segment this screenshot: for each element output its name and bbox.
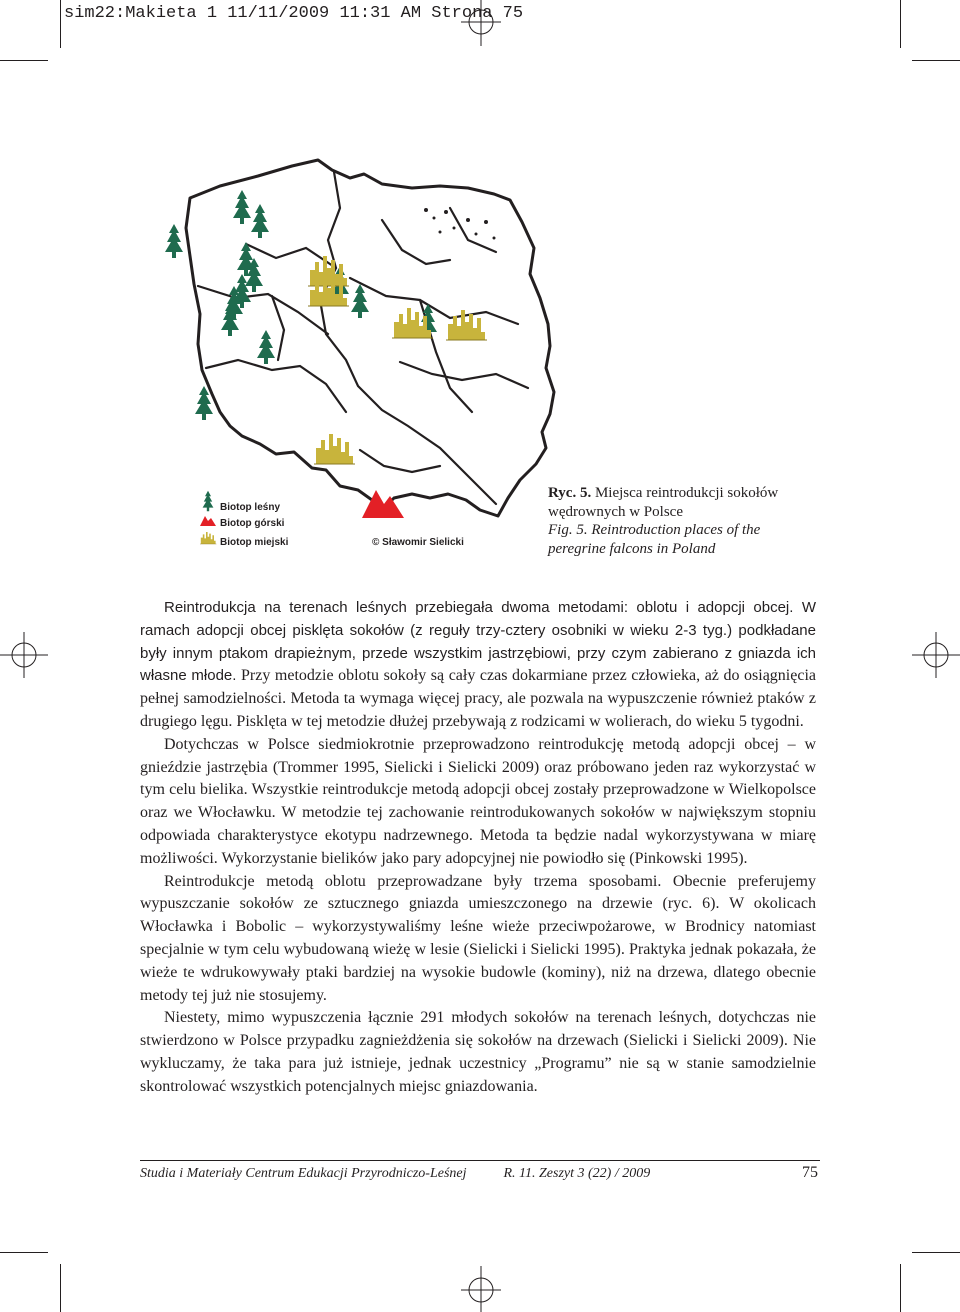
paragraph-1 [140,597,816,734]
page-number: 75 [802,1164,818,1181]
mountain-icon [362,490,404,518]
tree-icon [257,330,275,364]
paragraph-4: Niestety, mimo wypuszczenia łącznie 291 młodych sokołów na terenach leśnych, dotychczas nie stwierdzono w Polsce przypadku zagnieżdżenia się sokołów na drzewach (Sielicki i Sielicki 2009). Nie wykluczamy, że taka para już istnieje, jednak uczestnicy „Programu” nie są w stanie samodzielnie skontrolować wszystkich potencjalnych miejsc gniazdowania. [140,1009,816,1095]
legend-mountain-label: Biotop górski [220,518,285,529]
paragraph-1-serif-part: Przy metodzie oblotu sokoły są cały czas dokarmiane przez człowieka, aż do osiągnięcia pełnej samodzielności. Metoda ta wymaga więcej pracy, ale pozwala na wypuszczenie również ptaków z drugiego lęgu. Pisklęta w tej metodzie dłużej przebywają z rodzicami w wolierach, do wieku 5 tygodni. [140,667,816,730]
caption-polish-label: Ryc. 5. [548,485,592,501]
figure-caption [548,484,818,558]
crop-mark-top-left [60,0,61,48]
city-icon [308,256,349,286]
crop-mark-bottom-right-h [912,1252,960,1253]
tree-icon [233,190,251,224]
caption-english-label: Fig. 5. [548,522,588,538]
caption-english-text: Reintroduction places of the peregrine falcons in Poland [548,522,761,557]
paragraph-3: Reintrodukcje metodą oblotu przeprowadzane były trzema sposobami. Obecnie preferujemy wypuszczanie sokołów ze sztucznego gniazda umieszczonego na drzewie (ryc. 6). W okolicach Włocławka i Bobolic – wykorzystywaliśmy leśne wieże przeciwpożarowe, w Brodnicy natomiast specjalnie w tym celu wybudowaną wieżę w lesie (Sielicki i Sielicki 1995). Praktyka jednak pokazała, że wieże te wdrukowywały ptaki bardziej na wysokie budowle (kominy), niż na drzewa, dlatego obecnie metody tej już nie stosujemy. [140,872,816,1004]
map-credit: © Sławomir Sielicki [372,537,464,548]
crop-mark-bottom-right [900,1264,901,1312]
crop-mark-top-left-h [0,60,48,61]
paragraph-2: Dotychczas w Polsce siedmiokrotnie przeprowadzono reintrodukcję metodą adopcji obcej – w gnieździe jastrzębia (Trommer 1995, Sielicki i Sielicki 2009) oraz próbowano jeden raz wykorzystać w tym celu bielika. Wszystkie reintrodukcje metodą adopcji obcej zostały przeprowadzone w Wielkopolsce oraz we Włocławku. W metodzie tej zachowanie reintrodukowanych sokołów w największym stopniu odpowiada charakterystyce ekotypu nadrzewnego. Metoda ta będzie nadal wykorzystywana w miarę możliwości. Wykorzystanie bielików jako pary adopcyjnej nie powiodło się (Pinkowski 1995). [140,735,816,867]
forest-sites [165,190,437,420]
registration-mark-left [0,630,48,680]
footer-volume: R. 11. Zeszyt 3 (22) / 2009 [503,1166,651,1181]
print-slug: sim22:Makieta 1 11/11/2009 11:31 AM Strona 75 [64,4,524,23]
running-footer [140,1166,650,1182]
tree-icon [351,284,369,318]
registration-mark-right [912,630,960,680]
crop-mark-top-right [900,0,901,48]
map-legend [200,491,289,548]
poland-map-figure [150,148,570,563]
legend-mountain-icon [200,516,216,526]
caption-english [548,521,818,558]
legend-city-icon [200,532,216,544]
footer-journal: Studia i Materiały Centrum Edukacji Przyrodniczo-Leśnej [140,1166,467,1181]
urban-sites [308,256,487,464]
legend-urban-label: Biotop miejski [220,537,289,548]
legend-forest-label: Biotop leśny [220,502,281,513]
article-body [140,597,816,1099]
caption-polish [548,484,818,521]
crop-mark-top-right-h [912,60,960,61]
tree-icon [165,224,183,258]
tree-icon [251,204,269,238]
caption-polish-text: Miejsca reintrodukcji sokołów wędrownych w Polsce [548,485,779,520]
legend-tree-icon [203,491,214,511]
crop-mark-bottom-left-h [0,1252,48,1253]
footer-rule [140,1160,820,1161]
crop-mark-bottom-left [60,1264,61,1312]
registration-mark-bottom [456,1266,506,1312]
paragraph-1-sans-part: Reintrodukcja na terenach leśnych przebiegała dwoma metodami: oblotu i adopcji obcej. W ramach adopcji obcej pisklęta sokołów (z reguły trzy-cztery osobniki w wieku 2-3 tyg.) podkładane były innym ptakom drapieżnym, przede wszystkim jastrzębiowi, przy czym zabierano z gniazda ich własne młode. [140,599,816,685]
city-icon [314,434,355,464]
